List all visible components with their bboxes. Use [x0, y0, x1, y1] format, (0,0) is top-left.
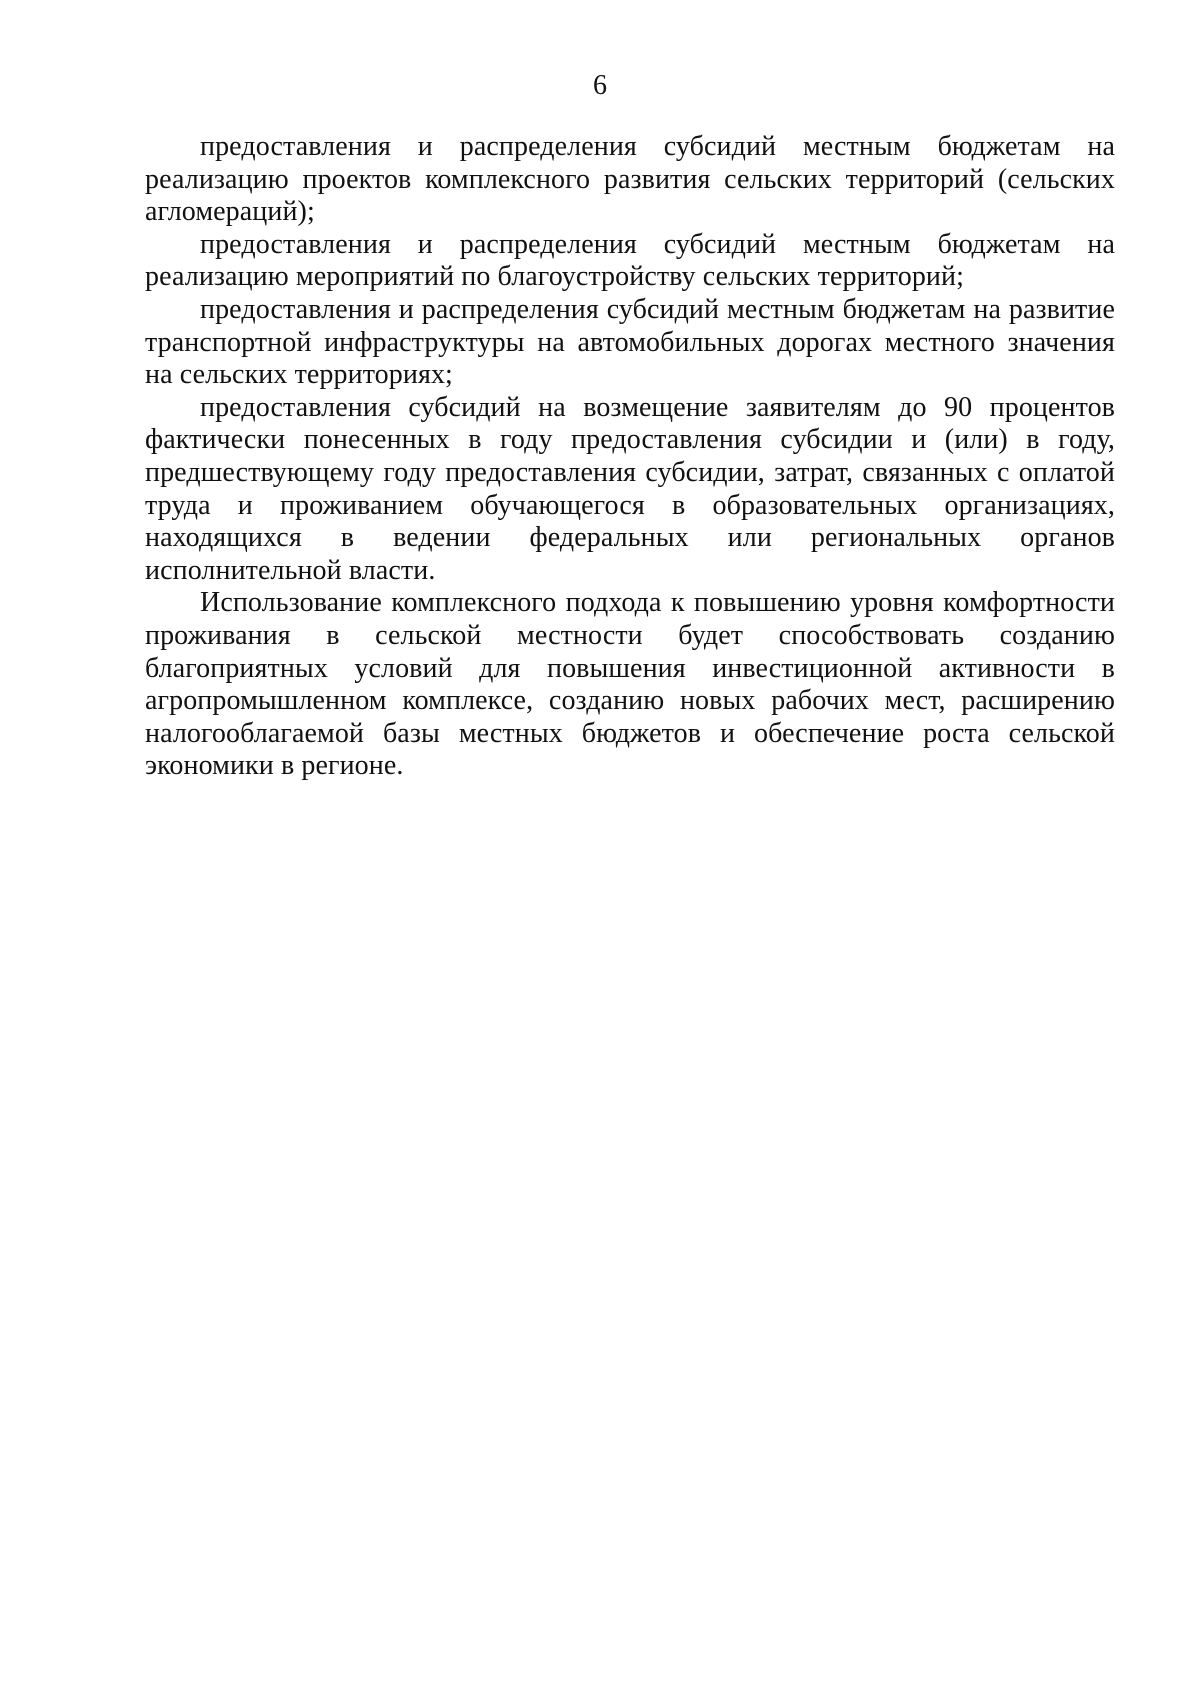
document-body: [145, 131, 1115, 783]
paragraph-subsidies-landscaping: предоставления и распределения субсидий местным бюджетам на реализацию мероприятий по благоустройству сельских территорий;: [145, 228, 1115, 293]
paragraph-subsidies-transport-infrastructure: предоставления и распределения субсидий местным бюджетам на развитие транспортной инфраструктуры на автомобильных дорогах местного значения на сельских территориях;: [145, 293, 1115, 391]
page-number: 6: [593, 70, 607, 101]
paragraph-subsidies-training-costs: предоставления субсидий на возмещение заявителям до 90 процентов фактически понесенных в году предоставления субсидии и (или) в году, предшествующему году предоставления субсидии, затрат, связанных с оплатой труда и проживанием обучающегося в образовательных организациях, находящихся в ведении федеральных или региональных органов исполнительной власти.: [145, 391, 1115, 586]
paragraph-subsidies-integrated-development: предоставления и распределения субсидий местным бюджетам на реализацию проектов комплексного развития сельских территорий (сельских агломераций);: [145, 131, 1115, 228]
paragraph-integrated-approach: Использование комплексного подхода к повышению уровня комфортности проживания в сельской местности будет способствовать созданию благоприятных условий для повышения инвестиционной активности в агропромышленном комплексе, созданию новых рабочих мест, расширению налогооблагаемой базы местных бюджетов и обеспечение роста сельской экономики в регионе.: [145, 587, 1115, 782]
